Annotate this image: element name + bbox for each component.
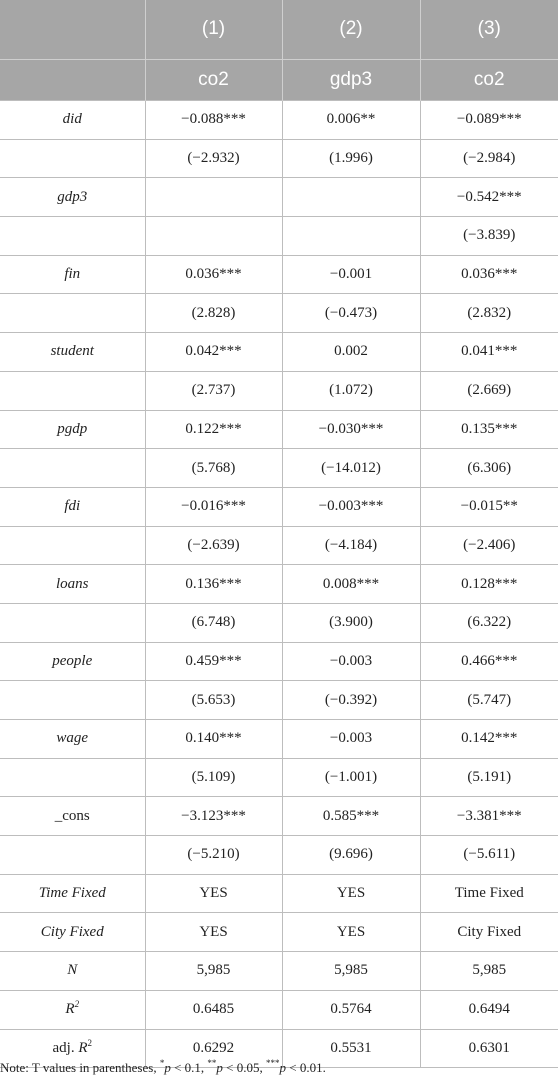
table-cell	[145, 178, 282, 217]
table-cell: (−0.392)	[282, 681, 420, 720]
row-label	[0, 139, 145, 178]
table-cell: (−14.012)	[282, 449, 420, 488]
table-row	[0, 371, 558, 410]
table-row	[0, 720, 558, 759]
table-cell: 0.008***	[282, 565, 420, 604]
table-cell: 0.006**	[282, 101, 420, 140]
table-row	[0, 449, 558, 488]
row-label	[0, 449, 145, 488]
table-cell: (9.696)	[282, 836, 420, 875]
table-cell: −0.001	[282, 255, 420, 294]
row-label	[0, 681, 145, 720]
table-cell: (5.747)	[420, 681, 558, 720]
table-cell: (−3.839)	[420, 217, 558, 256]
row-label: pgdp	[0, 410, 145, 449]
table-cell: (−0.473)	[282, 294, 420, 333]
table-cell: (5.109)	[145, 758, 282, 797]
table-row	[0, 836, 558, 875]
table-cell: 0.585***	[282, 797, 420, 836]
table-row	[0, 952, 558, 991]
table-row	[0, 410, 558, 449]
table-cell: YES	[282, 913, 420, 952]
table-cell: 0.142***	[420, 720, 558, 759]
row-label: Time Fixed	[0, 874, 145, 913]
table-cell: 0.5531	[282, 1029, 420, 1068]
table-cell: 5,985	[282, 952, 420, 991]
table-cell	[145, 217, 282, 256]
table-cell: (6.748)	[145, 603, 282, 642]
table-cell: (2.828)	[145, 294, 282, 333]
column-var-1: co2	[145, 60, 282, 101]
table-cell	[282, 217, 420, 256]
table-cell: 0.6301	[420, 1029, 558, 1068]
table-cell: (−5.611)	[420, 836, 558, 875]
table-cell: −0.015**	[420, 487, 558, 526]
row-label	[0, 294, 145, 333]
table-cell: (−4.184)	[282, 526, 420, 565]
table-cell: −0.542***	[420, 178, 558, 217]
table-row	[0, 178, 558, 217]
row-label	[0, 526, 145, 565]
table-row	[0, 603, 558, 642]
row-label: $R^2$	[0, 990, 145, 1029]
row-label: City Fixed	[0, 913, 145, 952]
column-var-2: gdp3	[282, 60, 420, 101]
table-cell: −0.016***	[145, 487, 282, 526]
table-cell: (−2.639)	[145, 526, 282, 565]
table-row	[0, 758, 558, 797]
row-label: N	[0, 952, 145, 991]
table-cell: (5.191)	[420, 758, 558, 797]
row-label: people	[0, 642, 145, 681]
table-cell: 0.6292	[145, 1029, 282, 1068]
table-row	[0, 101, 558, 140]
table-row	[0, 642, 558, 681]
table-cell: 0.041***	[420, 333, 558, 372]
table-cell: 0.036***	[420, 255, 558, 294]
table-cell: (−2.984)	[420, 139, 558, 178]
table-cell: −0.003	[282, 642, 420, 681]
table-cell: 5,985	[420, 952, 558, 991]
table-cell: YES	[282, 874, 420, 913]
row-label	[0, 836, 145, 875]
row-label: wage	[0, 720, 145, 759]
table-cell: (−2.932)	[145, 139, 282, 178]
row-label: student	[0, 333, 145, 372]
row-label: fdi	[0, 487, 145, 526]
table-cell: (2.832)	[420, 294, 558, 333]
row-label	[0, 371, 145, 410]
table-cell: 0.128***	[420, 565, 558, 604]
table-row	[0, 913, 558, 952]
table-cell: 0.140***	[145, 720, 282, 759]
table-cell: 0.036***	[145, 255, 282, 294]
table-cell: 0.5764	[282, 990, 420, 1029]
row-label: did	[0, 101, 145, 140]
table-cell: −3.123***	[145, 797, 282, 836]
table-cell: (−5.210)	[145, 836, 282, 875]
table-cell: 0.135***	[420, 410, 558, 449]
table-cell: −3.381***	[420, 797, 558, 836]
table-cell	[282, 178, 420, 217]
table-cell: 0.122***	[145, 410, 282, 449]
table-cell: 0.459***	[145, 642, 282, 681]
table-cell: −0.030***	[282, 410, 420, 449]
table-cell: −0.003***	[282, 487, 420, 526]
table-row	[0, 333, 558, 372]
table-row	[0, 565, 558, 604]
column-number-3: (3)	[420, 0, 558, 60]
table-row	[0, 139, 558, 178]
table-cell: 0.042***	[145, 333, 282, 372]
table-row	[0, 874, 558, 913]
table-cell: −0.003	[282, 720, 420, 759]
table-cell: (2.737)	[145, 371, 282, 410]
table-cell: (5.768)	[145, 449, 282, 488]
row-label: gdp3	[0, 178, 145, 217]
row-label	[0, 217, 145, 256]
table-cell: 0.002	[282, 333, 420, 372]
table-cell: 0.6485	[145, 990, 282, 1029]
table-cell: 0.466***	[420, 642, 558, 681]
table-cell: (1.996)	[282, 139, 420, 178]
column-number-1: (1)	[145, 0, 282, 60]
header-empty	[0, 0, 145, 60]
table-cell: Time Fixed	[420, 874, 558, 913]
table-cell: (1.072)	[282, 371, 420, 410]
table-note: Note: T values in parentheses, *p < 0.1, **p < 0.05, ***p < 0.01.	[0, 1058, 326, 1075]
column-var-3: co2	[420, 60, 558, 101]
table-row	[0, 255, 558, 294]
table-row	[0, 217, 558, 256]
table-row	[0, 294, 558, 333]
table-cell: City Fixed	[420, 913, 558, 952]
row-label: fin	[0, 255, 145, 294]
table-cell: −0.089***	[420, 101, 558, 140]
table-cell: YES	[145, 874, 282, 913]
row-label: loans	[0, 565, 145, 604]
table-cell: (5.653)	[145, 681, 282, 720]
table-cell: −0.088***	[145, 101, 282, 140]
table-cell: YES	[145, 913, 282, 952]
table-cell: (2.669)	[420, 371, 558, 410]
table-row	[0, 681, 558, 720]
table-row	[0, 487, 558, 526]
table-cell: 5,985	[145, 952, 282, 991]
table-cell: 0.6494	[420, 990, 558, 1029]
table-row	[0, 990, 558, 1029]
table-cell: (−1.001)	[282, 758, 420, 797]
table-row	[0, 797, 558, 836]
header-empty	[0, 60, 145, 101]
table-cell: (−2.406)	[420, 526, 558, 565]
column-number-2: (2)	[282, 0, 420, 60]
row-label: adj. $R^2$	[0, 1029, 145, 1068]
row-label	[0, 758, 145, 797]
row-label: _cons	[0, 797, 145, 836]
table-cell: (6.306)	[420, 449, 558, 488]
table-cell: (6.322)	[420, 603, 558, 642]
table-row	[0, 526, 558, 565]
table-cell: 0.136***	[145, 565, 282, 604]
row-label	[0, 603, 145, 642]
table-cell: (3.900)	[282, 603, 420, 642]
